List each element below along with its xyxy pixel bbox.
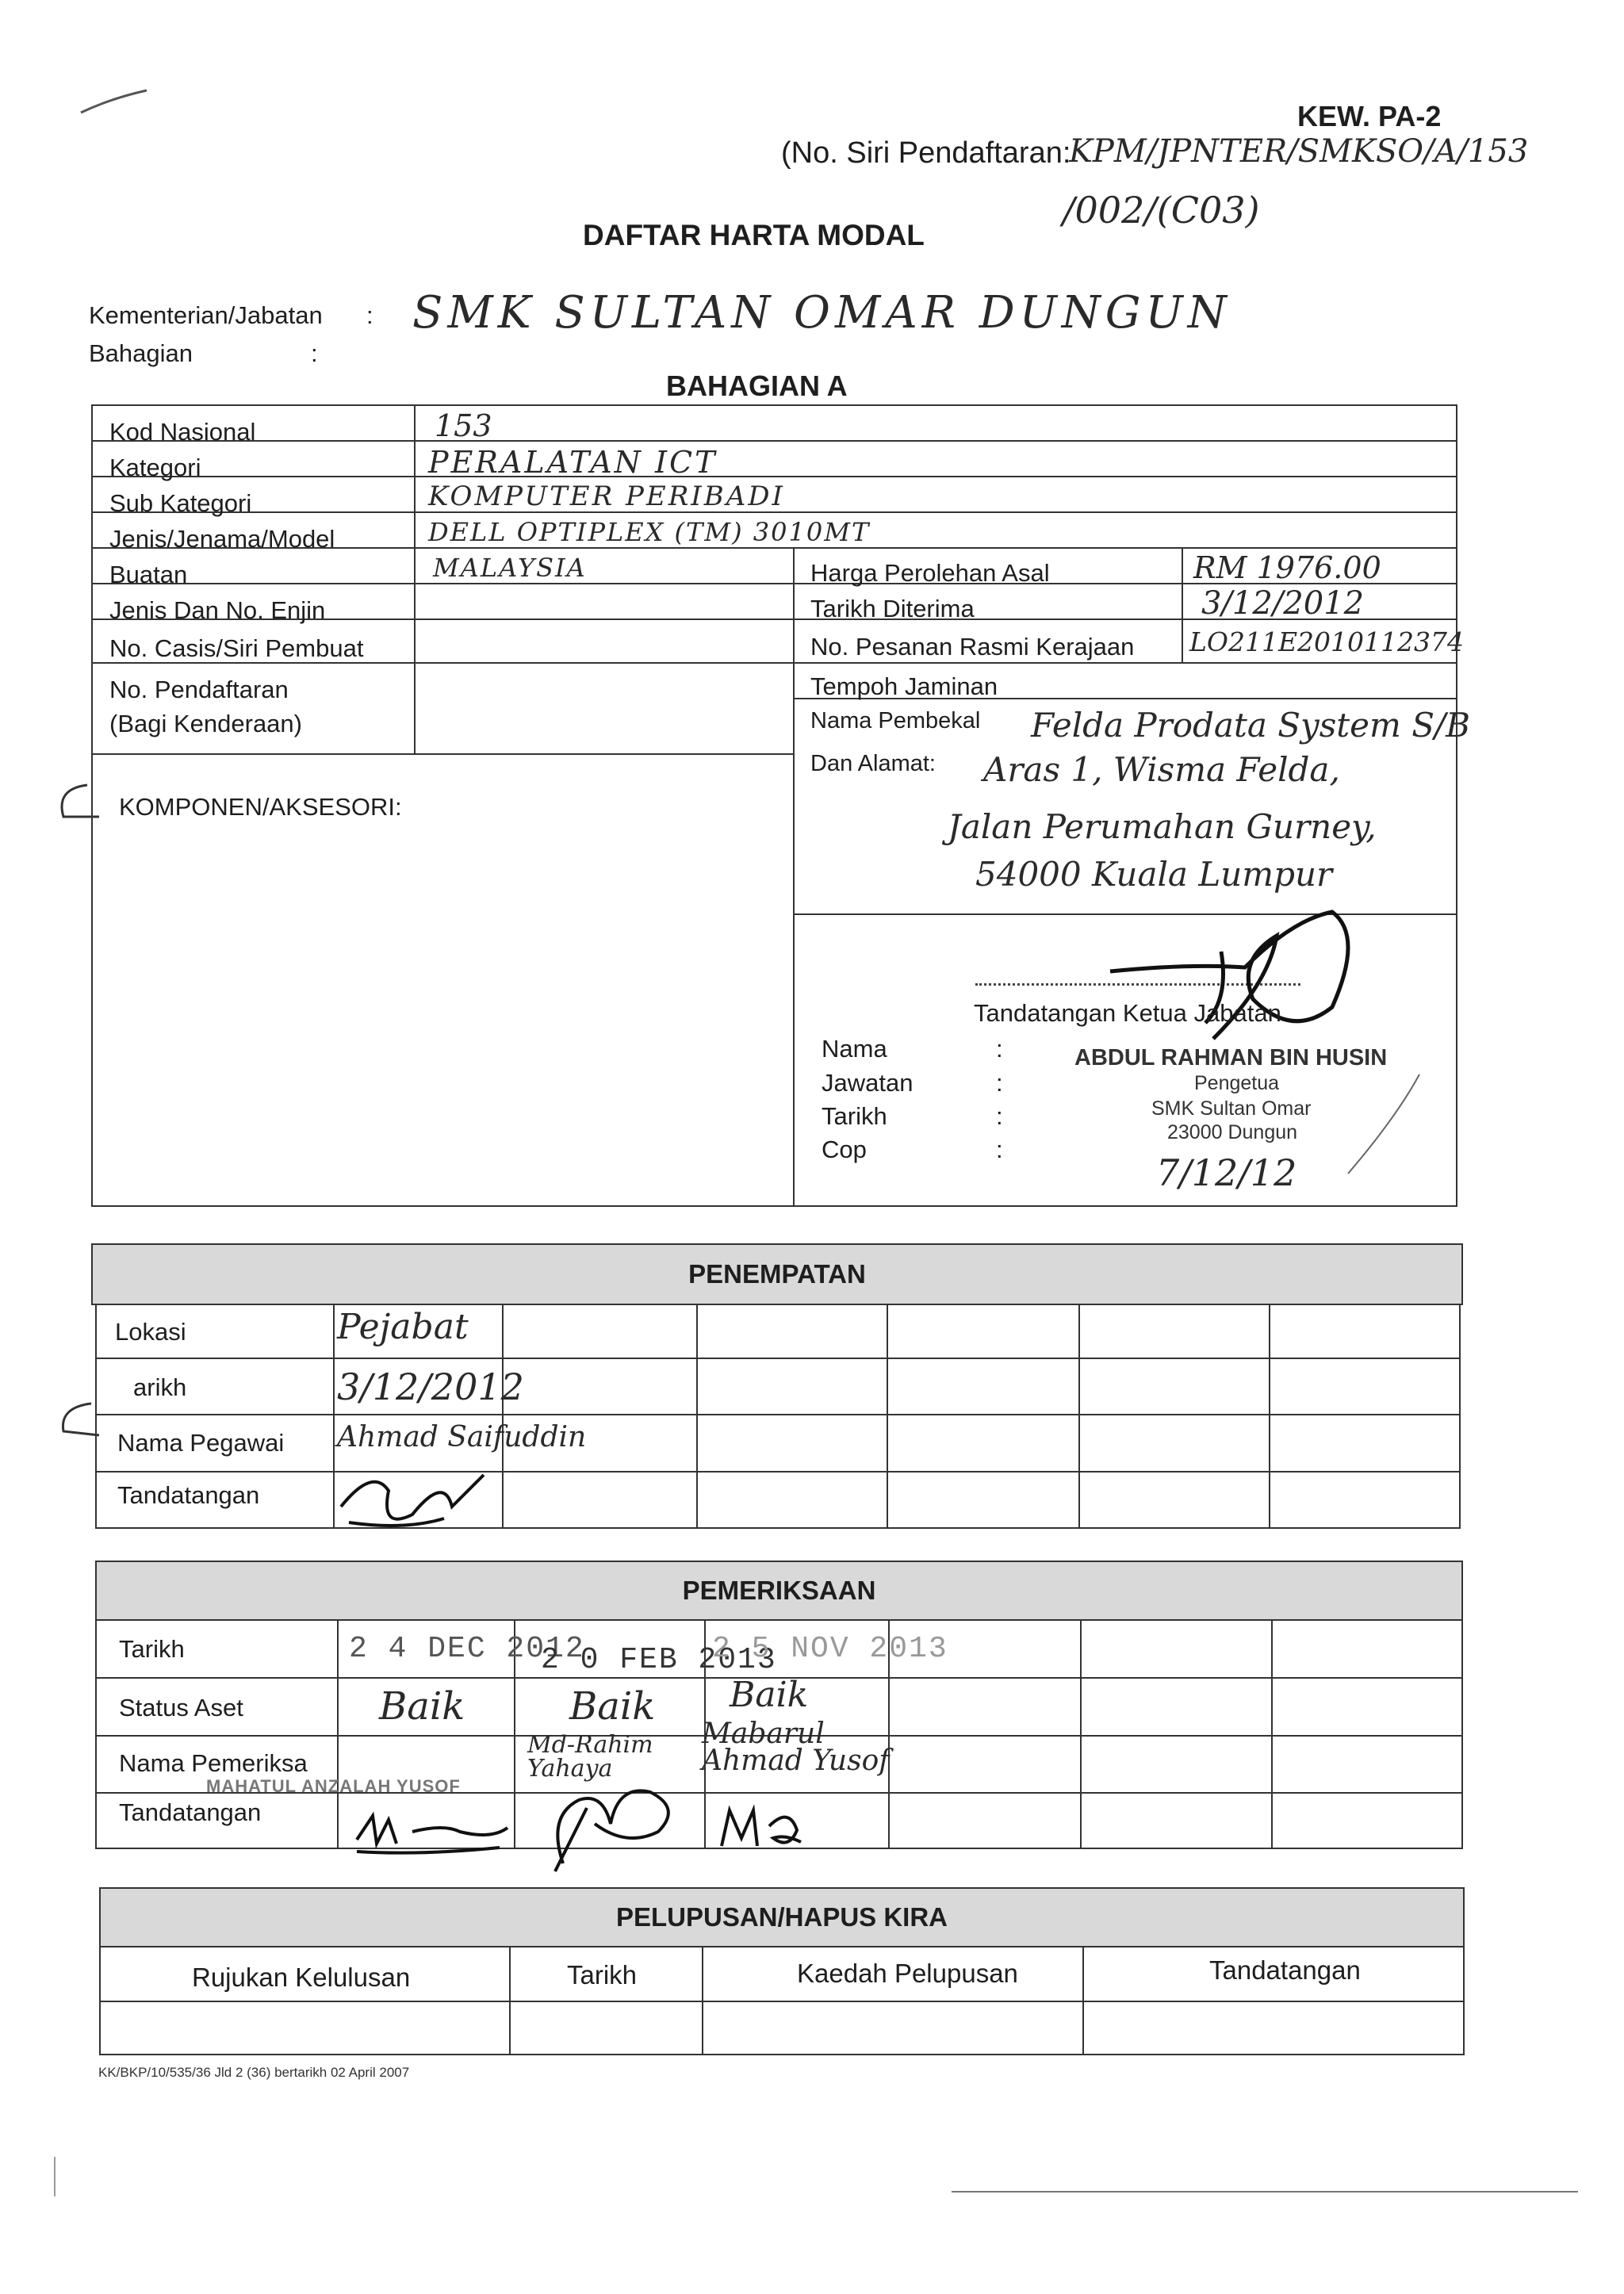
harga-label: Harga Perolehan Asal <box>810 559 1050 587</box>
kenderaan-label: (Bagi Kenderaan) <box>109 710 302 737</box>
signature-caption: Tandatangan Ketua Jabatan <box>974 999 1281 1027</box>
casis-label: No. Casis/Siri Pembuat <box>109 634 364 662</box>
jawatan-colon: : <box>996 1069 1003 1097</box>
official-stamp-title: Pengetua <box>1194 1072 1280 1094</box>
cop-colon: : <box>996 1136 1003 1163</box>
supplier-address-2: Jalan Perumahan Gurney, <box>948 807 1377 846</box>
disposal-col-date: Tarikh <box>567 1960 638 1990</box>
document-title: DAFTAR HARTA MODAL <box>583 219 925 251</box>
pegawai-label: Nama Pegawai <box>117 1429 285 1457</box>
harga-value: RM 1976.00 <box>1193 550 1381 585</box>
inspection-signature-label: Tandatangan <box>119 1798 262 1826</box>
placement-date-value: 3/12/2012 <box>337 1365 524 1408</box>
ministry-value: SMK SULTAN OMAR DUNGUN <box>412 287 1231 339</box>
tarikh-sign-label: Tarikh <box>822 1102 887 1130</box>
disposal-col-signature: Tandatangan <box>1209 1955 1361 1985</box>
lokasi-value: Pejabat <box>337 1307 469 1347</box>
inspector-signature-1 <box>341 1800 515 1863</box>
jenis-model-value: DELL OPTIPLEX (TM) 3010MT <box>428 517 871 547</box>
pesanan-value: LO211E2010112374 <box>1189 626 1465 657</box>
status-3: Baik <box>730 1675 809 1715</box>
status-label: Status Aset <box>119 1694 243 1721</box>
inspector-signature-2 <box>531 1768 690 1879</box>
sub-kategori-label: Sub Kategori <box>109 489 252 517</box>
placement-heading: PENEMPATAN <box>91 1243 1463 1305</box>
binder-hole-bottom <box>44 1400 107 1447</box>
inspection-heading: PEMERIKSAAN <box>95 1561 1463 1621</box>
inspector-signature-3 <box>714 1798 809 1854</box>
sign-date: 7/12/12 <box>1156 1151 1297 1194</box>
official-stamp-town: 23000 Dungun <box>1167 1121 1298 1143</box>
jenis-model-label: Jenis/Jenama/Model <box>109 525 335 553</box>
stamp-slash <box>1332 1070 1427 1181</box>
pegawai-value: Ahmad Saifuddin <box>337 1421 587 1453</box>
supplier-address-3: 54000 Kuala Lumpur <box>975 855 1333 894</box>
pen-mark <box>79 87 151 119</box>
tarikh-diterima-value: 3/12/2012 <box>1201 585 1365 622</box>
inspector-3: Mabarul Ahmad Yusof <box>702 1718 890 1777</box>
inspection-date-3: 2 5 NOV 2013 <box>712 1632 948 1666</box>
page-left-edge <box>54 2157 56 2196</box>
status-1: Baik <box>379 1684 465 1729</box>
cop-label: Cop <box>822 1136 867 1163</box>
registration-label: (No. Siri Pendaftaran: <box>781 136 1071 170</box>
pesanan-label: No. Pesanan Rasmi Kerajaan <box>810 633 1135 661</box>
nama-label: Nama <box>822 1035 887 1063</box>
kod-nasional-label: Kod Nasional <box>109 418 256 446</box>
disposal-col-method: Kaedah Pelupusan <box>797 1959 1018 1988</box>
disposal-col-reference: Rujukan Kelulusan <box>192 1963 411 1992</box>
ministry-label: Kementerian/Jabatan <box>89 301 323 329</box>
disposal-heading: PELUPUSAN/HAPUS KIRA <box>99 1887 1465 1947</box>
kategori-value: PERALATAN ICT <box>428 445 718 480</box>
binder-hole-top <box>40 781 103 829</box>
lokasi-label: Lokasi <box>115 1318 186 1346</box>
nama-colon: : <box>996 1035 1003 1063</box>
placement-table <box>95 1304 1461 1529</box>
inspector-overprint: MAHATUL ANZALAH YUSOF <box>206 1776 461 1796</box>
inspection-date-1: 2 4 DEC 2012 <box>349 1632 585 1666</box>
part-a-heading: BAHAGIAN A <box>666 370 848 402</box>
kod-nasional-value: 153 <box>435 408 492 443</box>
ministry-colon: : <box>366 301 373 329</box>
placement-date-label: arikh <box>133 1373 187 1401</box>
section-label: Bahagian <box>89 339 193 367</box>
jawatan-label: Jawatan <box>822 1069 914 1097</box>
inspector-name-label: Nama Pemeriksa <box>119 1749 308 1777</box>
components-label: KOMPONEN/AKSESORI: <box>119 793 402 821</box>
buatan-label: Buatan <box>109 561 188 588</box>
form-code: KEW. PA-2 <box>1297 100 1442 132</box>
enjin-label: Jenis Dan No. Enjin <box>109 596 326 624</box>
registration-value-line1: KPM/JPNTER/SMKSO/A/153 <box>1069 133 1529 170</box>
page-bottom-rule <box>952 2191 1578 2193</box>
sub-kategori-value: KOMPUTER PERIBADI <box>428 481 785 512</box>
registration-value-line2: /002/(C03) <box>1063 189 1260 232</box>
jaminan-label: Tempoh Jaminan <box>810 672 998 700</box>
section-colon: : <box>311 339 318 367</box>
official-stamp-school: SMK Sultan Omar <box>1151 1097 1312 1120</box>
supplier-label-1: Nama Pembekal <box>810 708 981 733</box>
status-2: Baik <box>569 1684 656 1729</box>
pendaftaran-label: No. Pendaftaran <box>109 676 289 703</box>
supplier-name: Felda Prodata System S/B <box>1031 706 1470 745</box>
supplier-label-2: Dan Alamat: <box>810 751 936 776</box>
inspection-date-label: Tarikh <box>119 1635 185 1663</box>
tarikh-sign-colon: : <box>996 1102 1003 1130</box>
buatan-value: MALAYSIA <box>433 553 587 583</box>
tarikh-diterima-label: Tarikh Diterima <box>810 595 975 622</box>
footer-reference: KK/BKP/10/535/36 Jld 2 (36) bertarikh 02 April 2007 <box>98 2065 410 2080</box>
inspector-2: Md-Rahim Yahaya <box>527 1731 653 1783</box>
placement-signature-label: Tandatangan <box>117 1481 260 1509</box>
supplier-address-1: Aras 1, Wisma Felda, <box>983 750 1340 789</box>
inspection-date-2: 2 0 FEB 2013 <box>541 1643 777 1677</box>
officer-signature <box>325 1459 500 1538</box>
kategori-label: Kategori <box>109 454 201 481</box>
official-stamp-name: ABDUL RAHMAN BIN HUSIN <box>1074 1045 1388 1070</box>
